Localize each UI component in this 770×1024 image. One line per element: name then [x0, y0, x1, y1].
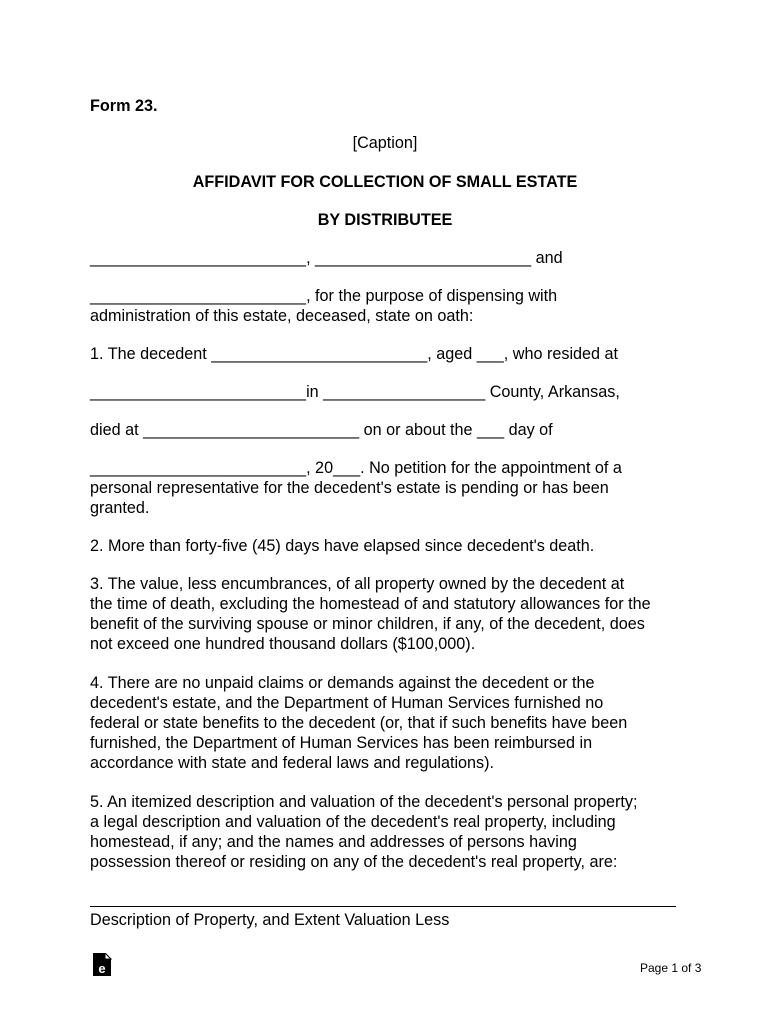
page-number: Page 1 of 3 — [640, 961, 702, 975]
paragraph-3-line-4: not exceed one hundred thousand dollars ($100,000). — [90, 635, 476, 653]
paragraph-3-line-2: the time of death, excluding the homestead of and statutory allowances for the — [90, 595, 651, 613]
purpose-line-2: administration of this estate, deceased, state on oath: — [90, 307, 474, 325]
paragraph-4-line-4: furnished, the Department of Human Services has been reimbursed in — [90, 734, 593, 752]
document-e-logo-icon — [92, 953, 112, 977]
paragraph-1-line-4: ________________________, 20___. No petition for the appointment of a — [90, 459, 622, 477]
paragraph-3-line-1: 3. The value, less encumbrances, of all property owned by the decedent at — [90, 575, 625, 593]
paragraph-1-line-5: personal representative for the decedent's estate is pending or has been — [90, 479, 609, 497]
document-subtitle: BY DISTRIBUTEE — [317, 211, 453, 229]
property-table-header: Description of Property, and Extent Valuation Less — [90, 911, 450, 929]
paragraph-4-line-3: federal or state benefits to the decedent (or, that if such benefits have been — [90, 714, 628, 732]
paragraph-1-line-2: ________________________in __________________ County, Arkansas, — [90, 383, 620, 401]
purpose-line: ________________________, for the purpose of dispensing with — [90, 287, 558, 305]
document-title: AFFIDAVIT FOR COLLECTION OF SMALL ESTATE — [192, 173, 578, 191]
form-number: Form 23. — [90, 97, 158, 115]
paragraph-1-line-1: 1. The decedent ________________________, aged ___, who resided at — [90, 345, 619, 363]
paragraph-5-line-1: 5. An itemized description and valuation of the decedent's personal property; — [90, 793, 638, 811]
paragraph-5-line-2: a legal description and valuation of the decedent's real property, including — [90, 813, 616, 831]
paragraph-3-line-3: benefit of the surviving spouse or minor children, if any, of the decedent, does — [90, 615, 645, 633]
paragraph-1-line-6: granted. — [90, 499, 150, 517]
paragraph-4-line-2: decedent's estate, and the Department of Human Services furnished no — [90, 694, 604, 712]
caption-placeholder: [Caption] — [352, 134, 418, 152]
svg-text:e: e — [98, 961, 106, 976]
paragraph-1-line-3: died at ________________________ on or about the ___ day of — [90, 421, 553, 439]
affiant-names-line: ________________________, ________________________ and — [90, 249, 563, 267]
paragraph-5-line-3: homestead, if any; and the names and addresses of persons having — [90, 833, 577, 851]
paragraph-4-line-5: accordance with state and federal laws and regulations). — [90, 754, 495, 772]
paragraph-2: 2. More than forty-five (45) days have elapsed since decedent's death. — [90, 537, 595, 555]
paragraph-5-line-4: possession thereof or residing on any of the decedent's real property, are: — [90, 853, 618, 871]
paragraph-4-line-1: 4. There are no unpaid claims or demands against the decedent or the — [90, 674, 595, 692]
table-top-rule — [90, 906, 676, 907]
